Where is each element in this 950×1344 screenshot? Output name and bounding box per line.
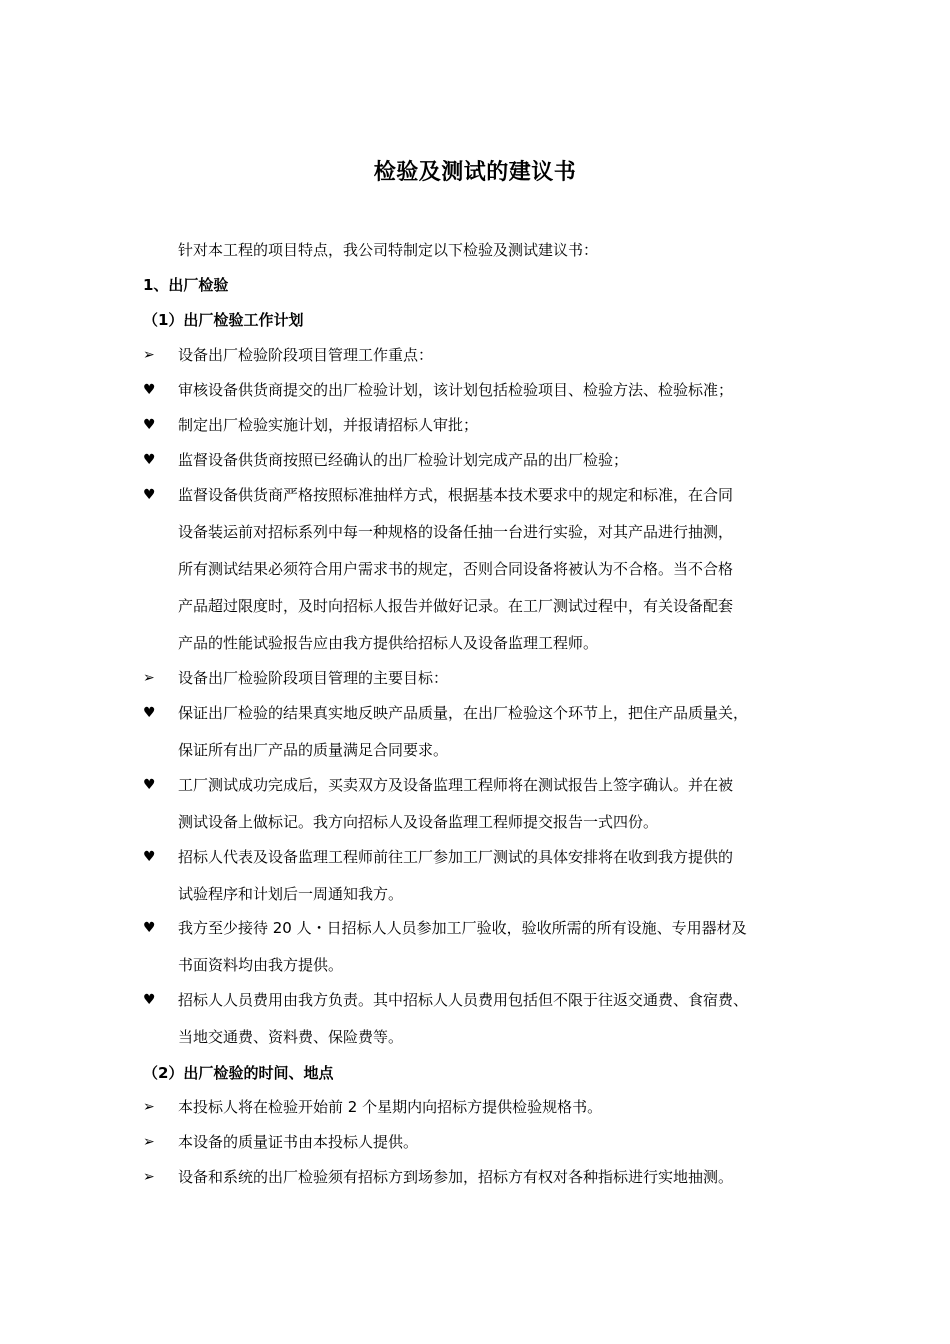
arrow-bullet-icon: ➢ (143, 1099, 155, 1115)
heart-bullet-icon: ♥ (143, 382, 156, 398)
section-heading-factory-inspection: 1、出厂检验 (143, 276, 229, 294)
document-title: 检验及测试的建议书 (373, 160, 577, 185)
list-item-text: 监督设备供货商严格按照标准抽样方式，根据基本技术要求中的规定和标准，在合同 (178, 486, 734, 504)
list-item-text: 招标人代表及设备监理工程师前往工厂参加工厂测试的具体安排将在收到我方提供的 (178, 848, 734, 866)
subsection-heading-time-location: （2）出厂检验的时间、地点 (143, 1064, 334, 1082)
heart-bullet-icon: ♥ (143, 487, 156, 503)
list-item-text: 试验程序和计划后一周通知我方。 (178, 885, 404, 903)
heart-bullet-icon: ♥ (143, 992, 156, 1008)
list-item-text: 保证所有出厂产品的质量满足合同要求。 (178, 741, 449, 759)
list-item-text: 产品的性能试验报告应由我方提供给招标人及设备监理工程师。 (178, 634, 599, 652)
list-item-text: 保证出厂检验的结果真实地反映产品质量，在出厂检验这个环节上，把住产品质量关， (178, 704, 749, 722)
heart-bullet-icon: ♥ (143, 777, 156, 793)
list-item-text: 监督设备供货商按照已经确认的出厂检验计划完成产品的出厂检验； (178, 451, 629, 469)
heart-bullet-icon: ♥ (143, 920, 156, 936)
list-item-text: 设备出厂检验阶段项目管理的主要目标： (178, 669, 449, 687)
list-item-text: 当地交通费、资料费、保险费等。 (178, 1028, 404, 1046)
list-item-text: 设备和系统的出厂检验须有招标方到场参加，招标方有权对各种指标进行实地抽测。 (178, 1168, 734, 1186)
arrow-bullet-icon: ➢ (143, 670, 155, 686)
list-item-text: 我方至少接待 20 人・日招标人人员参加工厂验收，验收所需的所有设施、专用器材及 (178, 919, 747, 937)
heart-bullet-icon: ♥ (143, 705, 156, 721)
list-item-text: 制定出厂检验实施计划，并报请招标人审批； (178, 416, 479, 434)
heart-bullet-icon: ♥ (143, 417, 156, 433)
list-item-text: 设备装运前对招标系列中每一种规格的设备任抽一台进行实验，对其产品进行抽测， (178, 523, 734, 541)
list-item-text: 测试设备上做标记。我方向招标人及设备监理工程师提交报告一式四份。 (178, 813, 659, 831)
list-item-text: 产品超过限度时，及时向招标人报告并做好记录。在工厂测试过程中，有关设备配套 (178, 597, 734, 615)
subsection-heading-work-plan: （1）出厂检验工作计划 (143, 311, 304, 329)
list-item-text: 所有测试结果必须符合用户需求书的规定，否则合同设备将被认为不合格。当不合格 (178, 560, 734, 578)
list-item-text: 审核设备供货商提交的出厂检验计划，该计划包括检验项目、检验方法、检验标准； (178, 381, 734, 399)
arrow-bullet-icon: ➢ (143, 1134, 155, 1150)
list-item-text: 招标人人员费用由我方负责。其中招标人人员费用包括但不限于往返交通费、食宿费、 (178, 991, 749, 1009)
heart-bullet-icon: ♥ (143, 452, 156, 468)
list-item-text: 设备出厂检验阶段项目管理工作重点： (178, 346, 434, 364)
arrow-bullet-icon: ➢ (143, 347, 155, 363)
list-item-text: 本投标人将在检验开始前 2 个星期内向招标方提供检验规格书。 (178, 1098, 603, 1116)
list-item-text: 工厂测试成功完成后，买卖双方及设备监理工程师将在测试报告上签字确认。并在被 (178, 776, 734, 794)
list-item-text: 本设备的质量证书由本投标人提供。 (178, 1133, 419, 1151)
intro-paragraph: 针对本工程的项目特点，我公司特制定以下检验及测试建议书： (178, 241, 599, 259)
arrow-bullet-icon: ➢ (143, 1169, 155, 1185)
list-item-text: 书面资料均由我方提供。 (178, 956, 344, 974)
heart-bullet-icon: ♥ (143, 849, 156, 865)
